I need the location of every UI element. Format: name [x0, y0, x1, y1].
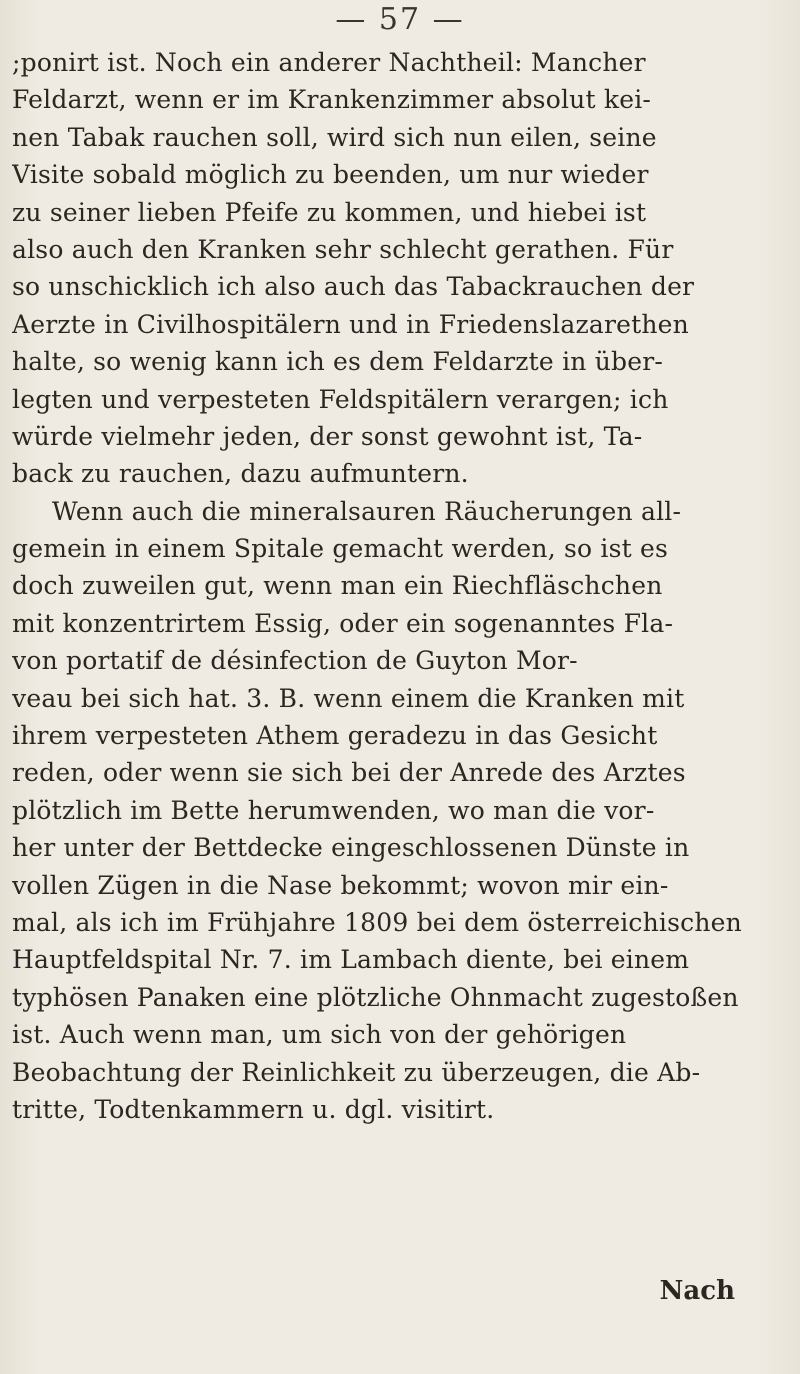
page-number: — 57 —: [335, 2, 465, 37]
text-line: würde vielmehr jeden, der sonst gewohnt ist, Ta-: [12, 421, 643, 451]
text-line: back zu rauchen, dazu aufmuntern.: [12, 459, 469, 489]
text-line: von portatif de désinfection de Guyton Mor-: [12, 646, 578, 676]
text-line: Aerzte in Civilhospitälern und in Friedenslazarethen: [12, 309, 689, 339]
text-line: Wenn auch die mineralsauren Räucherungen all-: [52, 496, 682, 526]
text-line: mal, als ich im Frühjahre 1809 bei dem österreichischen: [12, 907, 742, 937]
text-line: reden, oder wenn sie sich bei der Anrede des Arztes: [12, 758, 686, 788]
text-line: zu seiner lieben Pfeife zu kommen, und hiebei ist: [12, 197, 647, 227]
text-line: Visite sobald möglich zu beenden, um nur wieder: [12, 160, 649, 190]
text-line: tritte, Todtenkammern u. dgl. visitirt.: [12, 1094, 495, 1124]
text-line: her unter der Bettdecke eingeschlossenen Dünste in: [12, 833, 690, 863]
text-line: legten und verpesteten Feldspitälern verargen; ich: [12, 384, 669, 414]
text-line: mit konzentrirtem Essig, oder ein sogenanntes Fla-: [12, 608, 674, 638]
text-line: plötzlich im Bette herumwenden, wo man die vor-: [12, 795, 655, 825]
text-line: veau bei sich hat. 3. B. wenn einem die Kranken mit: [12, 683, 685, 713]
text-line: gemein in einem Spitale gemacht werden, so ist es: [12, 534, 669, 564]
body-text: [12, 44, 782, 1128]
text-line: halte, so wenig kann ich es dem Feldarzte in über-: [12, 347, 664, 377]
text-line: ihrem verpesteten Athem geradezu in das Gesicht: [12, 721, 658, 751]
text-line: Beobachtung der Reinlichkeit zu überzeugen, die Ab-: [12, 1057, 701, 1087]
text-line: so unschicklich ich also auch das Tabackrauchen der: [12, 272, 695, 302]
text-line: typhösen Panaken eine plötzliche Ohnmacht zugestoßen: [12, 982, 739, 1012]
text-line: nen Tabak rauchen soll, wird sich nun eilen, seine: [12, 122, 657, 152]
text-line: vollen Zügen in die Nase bekommt; wovon mir ein-: [12, 870, 669, 900]
text-line: ist. Auch wenn man, um sich von der gehörigen: [12, 1020, 627, 1050]
text-line: doch zuweilen gut, wenn man ein Riechfläschchen: [12, 571, 663, 601]
text-line: also auch den Kranken sehr schlecht gerathen. Für: [12, 234, 674, 264]
catchword: Nach: [659, 1276, 735, 1306]
text-line: Hauptfeldspital Nr. 7. im Lambach diente, bei einem: [12, 945, 690, 975]
text-line: Feldarzt, wenn er im Krankenzimmer absolut kei-: [12, 85, 652, 115]
text-line: ;ponirt ist. Noch ein anderer Nachtheil: Mancher: [12, 48, 646, 77]
